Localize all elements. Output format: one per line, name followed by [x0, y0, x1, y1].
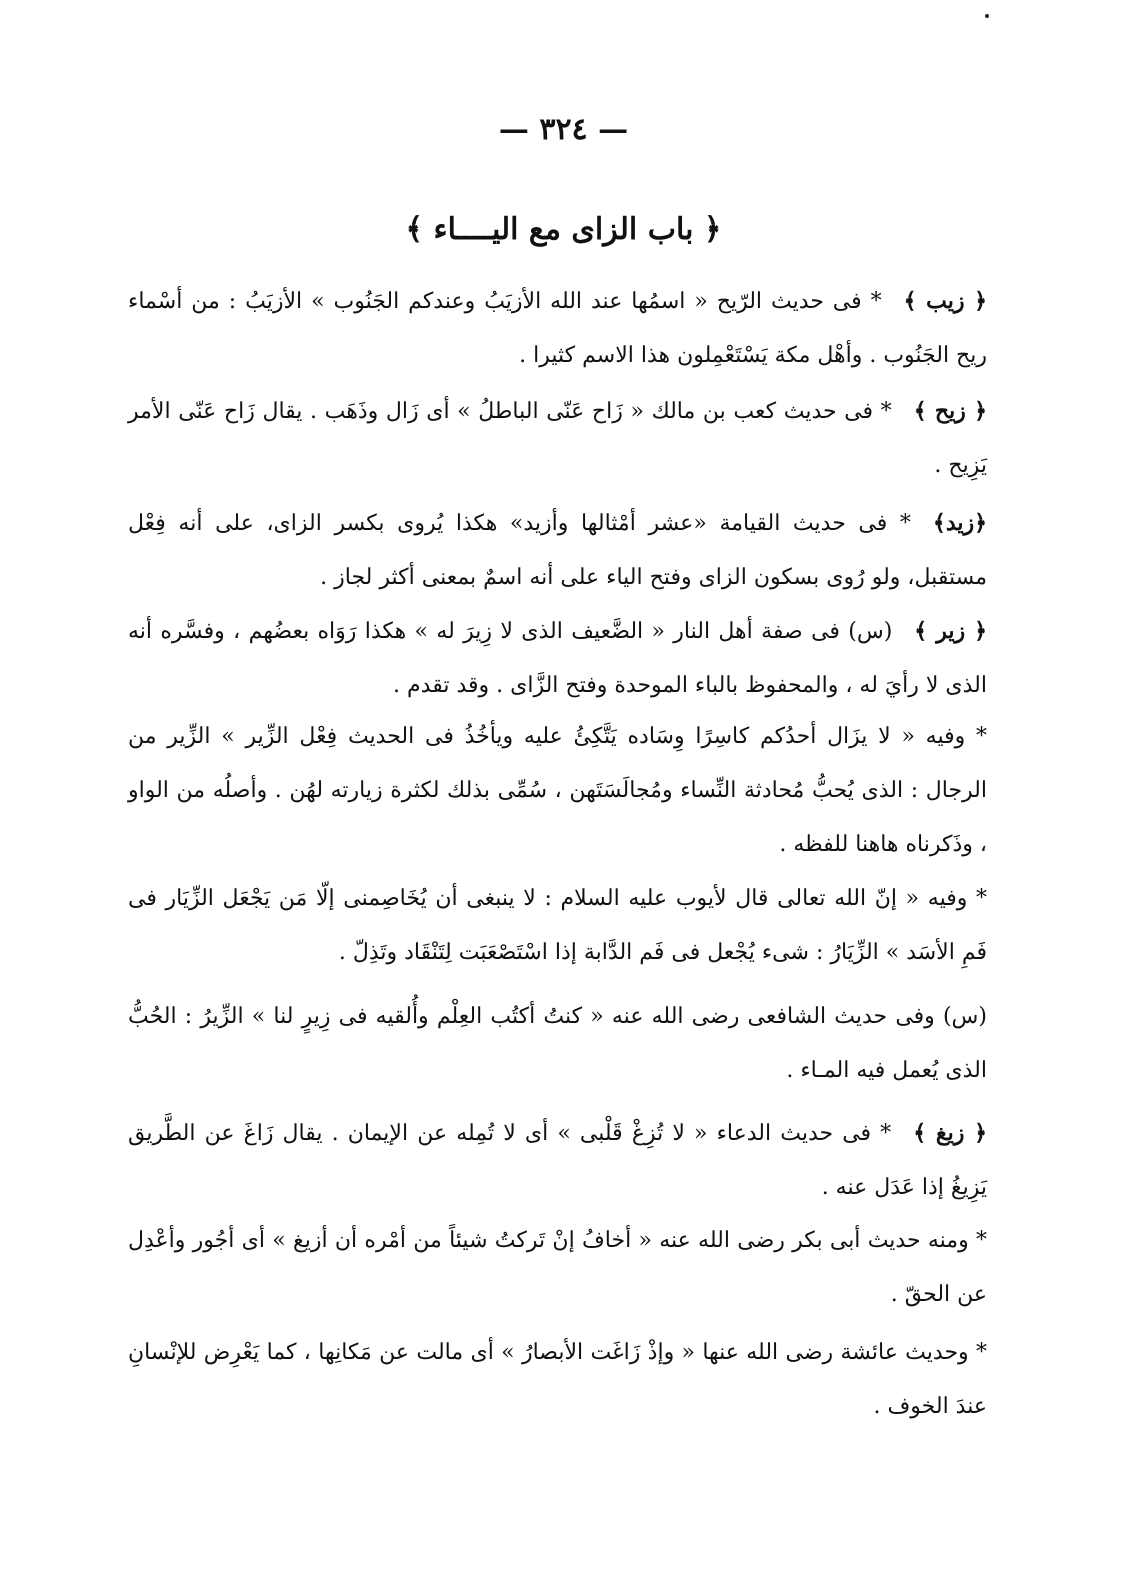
paragraph-text: * وحديث عائشة رضى الله عنها « وإذْ زَاغَت الأبصارُ » أى مالت عن مَكانِها ، كما يَعْرِض للإنْسانِ عندَ الخوف . [128, 1340, 987, 1419]
paragraph-zyb [128, 274, 987, 383]
paragraph-zyr-2 [128, 710, 987, 872]
entry-heading: ﴿زيد﴾ [932, 510, 987, 536]
paragraph-zyr-4 [128, 990, 987, 1098]
paragraph-zyd [128, 496, 987, 605]
paragraph-text: (س) فى صفة أهل النار « الضَّعيف الذى لا زِيرَ له » هكذا رَوَاه بعضُهم ، وفسَّره أنه الذى لا رأيَ له ، والمحفوظ بالباء الموحدة وفتح الزَّاى . وقد تقدم . [128, 619, 987, 698]
entry-heading: ﴿ زيغ ﴾ [913, 1120, 987, 1146]
paragraph-text: (س) وفى حديث الشافعى رضى الله عنه « كنتُ أكتُب العِلْم وأُلقيه فى زِيرٍ لنا » الزِّيرُ : الحُبُّ الذى يُعمل فيه المـاء . [128, 1004, 987, 1083]
paragraph-text: * ومنه حديث أبى بكر رضى الله عنه « أخافُ إنْ تَركتُ شيئاً من أمْره أن أزيغ » أى أجُور وأعْدِل عن الحقّ . [128, 1228, 987, 1307]
paragraph-text: * فى حديث الدعاء « لا تُزِغْ قَلْبى » أى لا تُمِله عن الإيمان . يقال زَاغَ عن الطَّريق يَزِيغُ إذا عَدَل عنه . [128, 1121, 987, 1200]
paragraph-text: * فى حديث القيامة «عشر أمْثالها وأزيد» هكذا يُروى بكسر الزاى، على أنه فِعْل مستقبل، ولو رُوى بسكون الزاى وفتح الياء على أنه اسمٌ بمعنى أكثر لجاز . [128, 511, 987, 590]
paragraph-zygh [128, 1106, 987, 1215]
entry-heading: ﴿ زيب ﴾ [903, 288, 987, 314]
page-number: — ٣٢٤ — [498, 112, 629, 147]
entry-heading: ﴿ زير ﴾ [914, 618, 987, 644]
paragraph-zyr-3 [128, 872, 987, 980]
paragraph-zyh [128, 384, 987, 493]
ink-speck [985, 14, 989, 18]
paragraph-text: * فى حديث الرّيح « اسمُها عند الله الأزيَبُ وعندكم الجَنُوب » الأزيَبُ : من أسْماء ريح الجَنُوب . وأهْل مكة يَسْتَعْمِلون هذا الاسم كثيرا . [128, 289, 987, 368]
paragraph-zygh-3 [128, 1326, 987, 1434]
paragraph-zygh-2 [128, 1214, 987, 1322]
paragraph-text: * فى حديث كعب بن مالك « زَاح عَنّى الباطلُ » أى زَال وذَهَب . يقال زَاح عَنّى الأمر يَزِيح . [128, 399, 987, 478]
paragraph-text: * وفيه « إنّ الله تعالى قال لأيوب عليه السلام : لا ينبغى أن يُخَاصِمنى إلّا مَن يَجْعَل الزِّيَار فى فَمِ الأسَد » الزِّيَارُ : شىء يُجْعل فى فَم الدَّابة إذا اسْتَصْعَبَت لِتَنْقَاد وتَذِلّ . [128, 886, 987, 965]
entry-heading: ﴿ زيح ﴾ [913, 398, 987, 424]
paragraph-zyr [128, 604, 987, 713]
chapter-title: ﴿ باب الزاى مع اليــــاء ﴾ [405, 212, 722, 247]
paragraph-text: * وفيه « لا يزَال أحدُكم كاسِرًا وِسَاده يَتَّكِئُ عليه ويأخُذُ فى الحديث فِعْل الزِّير » الزِّير من الرجال : الذى يُحبُّ مُحادثة النِّساء ومُجالَسَتَهن ، سُمِّى بذلك لكثرة زيارته لهُن . وأصلُه من الواو ، وذَكرناه هاهنا للفظه . [128, 724, 987, 857]
